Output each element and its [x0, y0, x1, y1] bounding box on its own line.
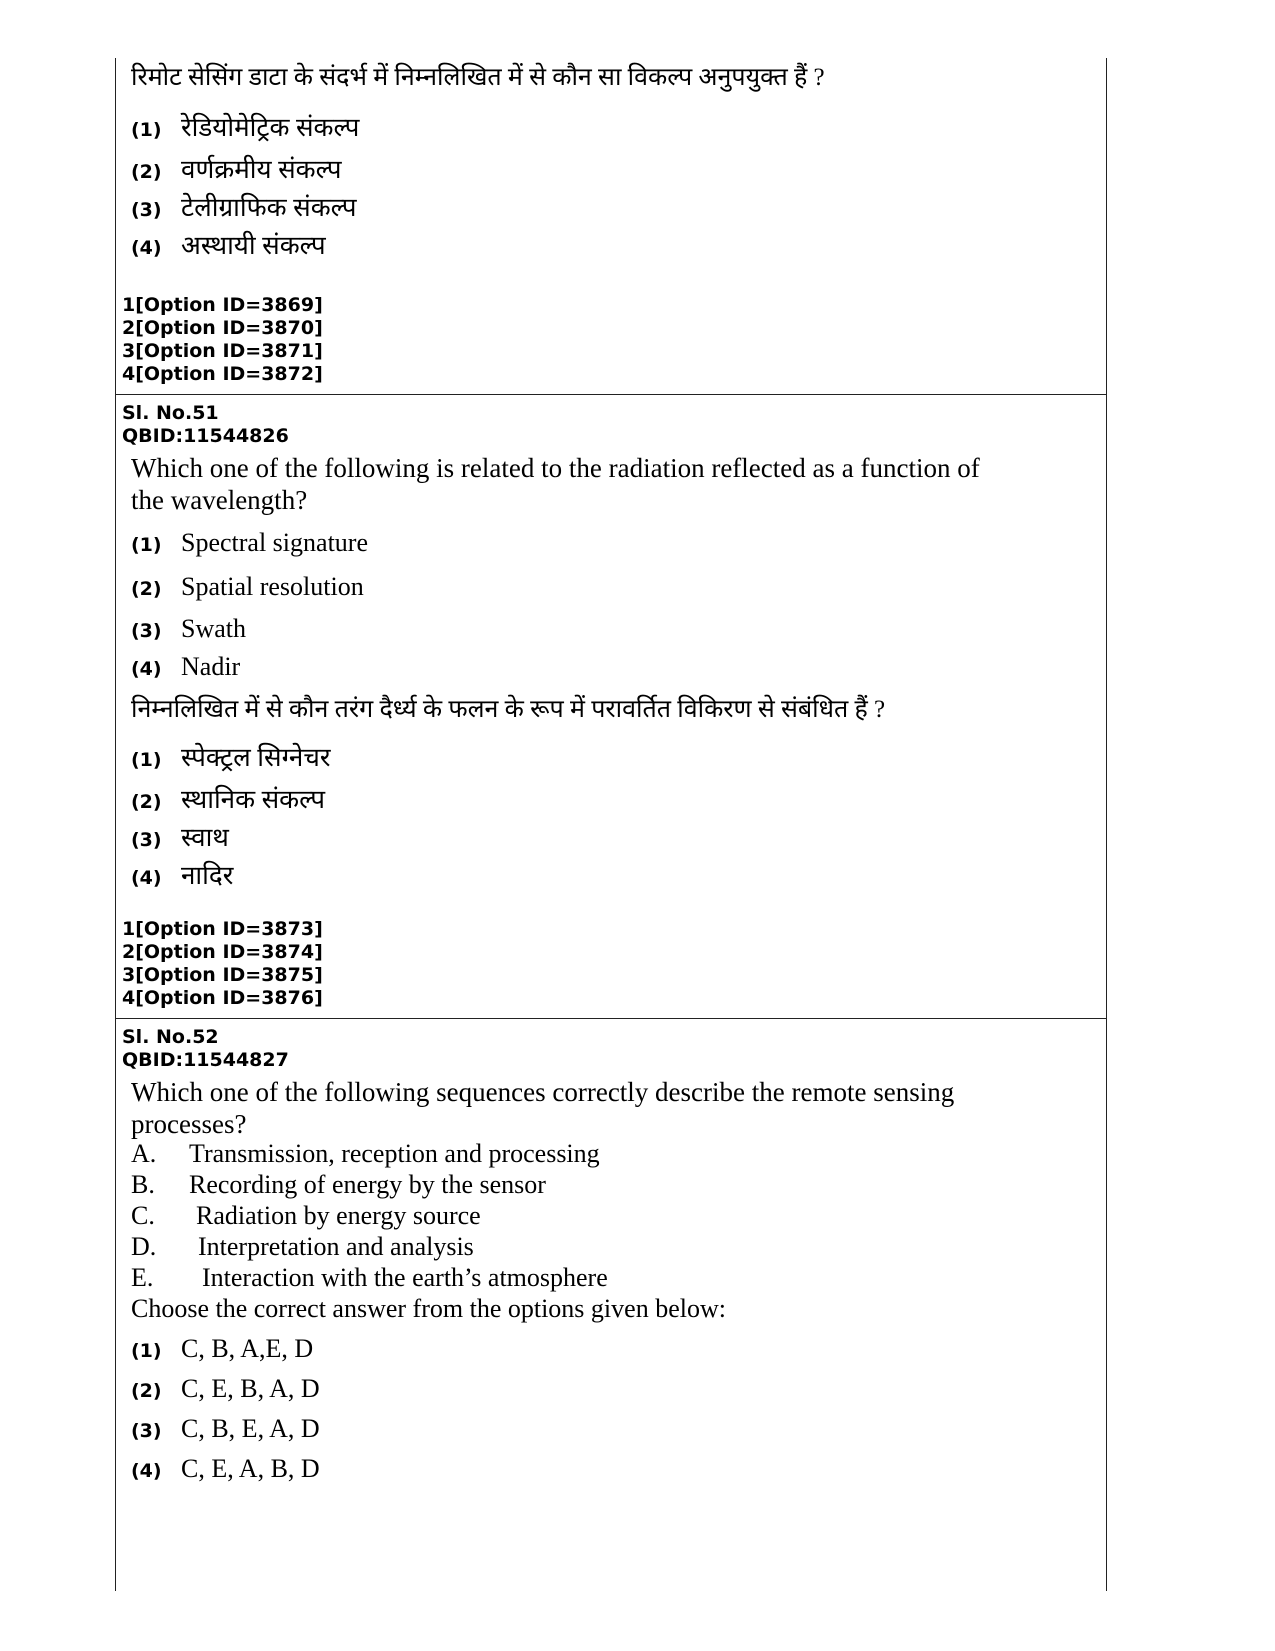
option-number: (4)	[131, 1460, 162, 1482]
option-id-line: 3[Option ID=3875]	[122, 964, 323, 986]
q51-hindi-option-2	[131, 780, 325, 816]
q50-hindi-option-1	[131, 108, 359, 144]
option-id-line: 1[Option ID=3873]	[122, 918, 323, 940]
question-line: processes?	[131, 1109, 247, 1139]
option-id-line: 2[Option ID=3870]	[122, 317, 323, 339]
q50-hindi-option-3	[131, 188, 357, 224]
q52-option-2	[131, 1374, 320, 1404]
option-id-line: 3[Option ID=3871]	[122, 340, 323, 362]
q50-option-ids	[122, 294, 323, 386]
q52-option-4	[131, 1454, 320, 1484]
option-number: (2)	[131, 1380, 162, 1402]
statement-b	[131, 1169, 726, 1200]
q51-option-ids	[122, 918, 323, 1010]
option-text: वर्णक्रमीय संकल्प	[181, 155, 342, 184]
option-number: (1)	[131, 749, 162, 771]
statement-text: Interaction with the earth’s atmosphere	[202, 1263, 608, 1292]
option-id-line: 1[Option ID=3869]	[122, 294, 323, 316]
statement-a	[131, 1138, 726, 1169]
section-divider	[115, 1018, 1107, 1019]
statement-letter: A.	[131, 1139, 157, 1168]
qbid: QBID:11544827	[122, 1049, 289, 1071]
question-line: Which one of the following is related to the radiation reflected as a function of	[131, 453, 980, 483]
option-text: नादिर	[181, 861, 234, 890]
q51-hindi-option-4	[131, 856, 233, 892]
option-text: स्थानिक संकल्प	[181, 785, 326, 814]
option-text: स्पेक्ट्रल सिग्नेचर	[181, 743, 331, 772]
statement-text: Recording of energy by the sensor	[189, 1170, 546, 1199]
option-text: Swath	[181, 614, 246, 643]
q51-english-option-3	[131, 614, 246, 644]
option-number: (3)	[131, 1420, 162, 1442]
serial-number: Sl. No.51	[122, 402, 219, 424]
q50-hindi-option-2	[131, 150, 342, 186]
option-text: C, E, A, B, D	[181, 1454, 320, 1483]
option-number: (3)	[131, 199, 162, 221]
option-id-line: 2[Option ID=3874]	[122, 941, 323, 963]
option-number: (2)	[131, 161, 162, 183]
option-number: (2)	[131, 578, 162, 600]
serial-number: Sl. No.52	[122, 1026, 219, 1048]
q51-english-option-4	[131, 652, 240, 682]
statement-text: Transmission, reception and processing	[189, 1139, 600, 1168]
option-number: (1)	[131, 1340, 162, 1362]
q52-option-1	[131, 1334, 313, 1364]
statement-letter: C.	[131, 1201, 155, 1230]
q52-header	[122, 1026, 289, 1072]
option-number: (1)	[131, 119, 162, 141]
q51-hindi-option-3	[131, 818, 229, 854]
statement-c	[131, 1200, 726, 1231]
option-text: C, E, B, A, D	[181, 1374, 320, 1403]
option-text: टेलीग्राफिक संकल्प	[181, 193, 357, 222]
option-number: (2)	[131, 791, 162, 813]
option-number: (1)	[131, 534, 162, 556]
option-number: (3)	[131, 829, 162, 851]
question-51-english-text	[131, 452, 980, 516]
statement-text: Radiation by energy source	[196, 1201, 481, 1230]
option-text: C, B, A,E, D	[181, 1334, 314, 1363]
option-number: (3)	[131, 620, 162, 642]
statement-d	[131, 1231, 726, 1262]
option-id-line: 4[Option ID=3872]	[122, 363, 323, 385]
q52-statements	[131, 1138, 726, 1324]
question-line: Which one of the following sequences correctly describe the remote sensing	[131, 1077, 955, 1107]
option-number: (4)	[131, 658, 162, 680]
option-number: (4)	[131, 867, 162, 889]
question-line: the wavelength?	[131, 485, 308, 515]
statement-letter: B.	[131, 1170, 155, 1199]
statement-letter: E.	[131, 1263, 154, 1292]
option-text: Nadir	[181, 652, 241, 681]
option-text: Spectral signature	[181, 528, 368, 557]
question-50-hindi-text: रिमोट सेसिंग डाटा के संदर्भ में निम्नलिखित में से कौन सा विकल्प अनुपयुक्त हैं ?	[131, 64, 825, 91]
q51-header	[122, 402, 289, 448]
q52-option-3	[131, 1414, 320, 1444]
instruction-text: Choose the correct answer from the options given below:	[131, 1294, 726, 1323]
qbid: QBID:11544826	[122, 425, 289, 447]
statement-letter: D.	[131, 1232, 157, 1261]
statement-e	[131, 1262, 726, 1293]
q51-english-option-2	[131, 572, 364, 602]
statement-text: Interpretation and analysis	[198, 1232, 474, 1261]
question-51-hindi-text: निम्नलिखित में से कौन तरंग दैर्ध्य के फलन के रूप में परावर्तित विकिरण से संबंधित हैं ?	[131, 696, 886, 723]
q51-hindi-option-1	[131, 738, 330, 774]
option-number: (4)	[131, 237, 162, 259]
question-52-english-text	[131, 1076, 954, 1140]
option-text: Spatial resolution	[181, 572, 364, 601]
q51-english-option-1	[131, 528, 368, 558]
option-id-line: 4[Option ID=3876]	[122, 987, 323, 1009]
q50-hindi-option-4	[131, 226, 326, 262]
section-divider	[115, 394, 1107, 395]
option-text: रेडियोमेट्रिक संकल्प	[181, 113, 360, 142]
option-text: C, B, E, A, D	[181, 1414, 320, 1443]
option-text: स्वाथ	[181, 823, 229, 852]
option-text: अस्थायी संकल्प	[181, 231, 326, 260]
